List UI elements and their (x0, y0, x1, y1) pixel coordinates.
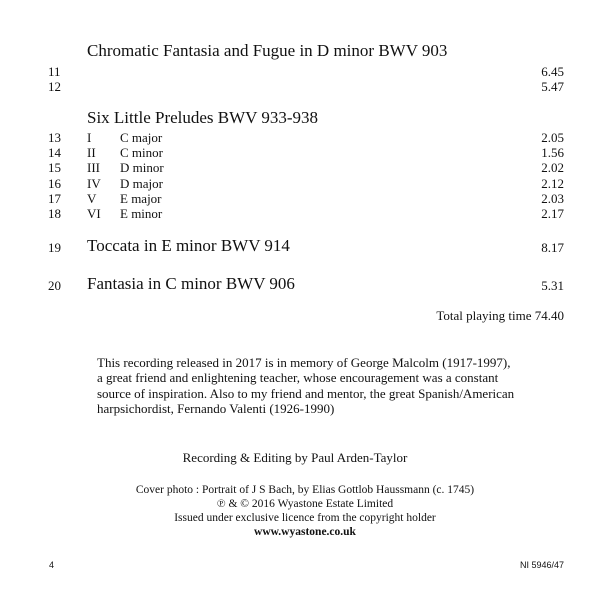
dedication-line: This recording released in 2017 is in memory of George Malcolm (1917-1997), (97, 355, 511, 370)
movement-key: C major (120, 130, 163, 145)
track-number: 20 (48, 278, 61, 293)
movement-numeral: VI (87, 206, 101, 221)
dedication-line: source of inspiration. Also to my friend and mentor, the great Spanish/American (97, 385, 515, 401)
track-duration: 2.05 (541, 130, 564, 145)
movement-key: E major (120, 191, 162, 206)
track-duration: 2.03 (541, 191, 564, 206)
track-number: 17 (48, 191, 61, 206)
dedication-line: a great friend and enlightening teacher, whose encouragement was a constant (97, 370, 499, 386)
movement-numeral: III (87, 160, 100, 175)
track-number: 13 (48, 130, 61, 145)
movement-key: D minor (120, 160, 164, 175)
movement-numeral: V (87, 191, 97, 206)
track-duration: 5.47 (541, 79, 564, 94)
work-title-chromatic-fantasia: Chromatic Fantasia and Fugue in D minor BWV 903 (87, 41, 448, 60)
work-title-fantasia: Fantasia in C minor BWV 906 (87, 274, 295, 293)
track-duration: 2.17 (541, 206, 564, 221)
licence-notice: Issued under exclusive licence from the copyright holder (174, 512, 436, 524)
copyright-notice: ℗ & © 2016 Wyastone Estate Limited (216, 498, 394, 510)
movement-numeral: I (87, 130, 92, 145)
movement-numeral: IV (87, 176, 101, 191)
recording-credit: Recording & Editing by Paul Arden-Taylor (182, 450, 408, 465)
page-number: 4 (49, 560, 55, 570)
track-duration: 2.02 (541, 160, 564, 175)
movement-numeral: II (87, 145, 96, 160)
track-duration: 6.45 (541, 64, 564, 79)
track-number: 11 (48, 64, 61, 79)
website-link: www.wyastone.co.uk (254, 526, 356, 538)
work-title-toccata: Toccata in E minor BWV 914 (87, 236, 290, 255)
cover-photo-credit: Cover photo : Portrait of J S Bach, by Elias Gottlob Haussmann (c. 1745) (135, 484, 475, 496)
track-number: 18 (48, 206, 61, 221)
movement-key: D major (120, 176, 163, 191)
track-duration: 2.12 (541, 176, 564, 191)
track-number: 15 (48, 160, 61, 175)
dedication-text (97, 355, 567, 416)
track-number: 16 (48, 176, 61, 191)
track-number: 19 (48, 240, 61, 255)
track-number: 12 (48, 79, 61, 94)
catalogue-number: NI 5946/47 (519, 560, 564, 570)
track-number: 14 (48, 145, 61, 160)
track-duration: 1.56 (541, 145, 564, 160)
movement-key: E minor (120, 206, 163, 221)
dedication-line: harpsichordist, Fernando Valenti (1926-1990) (97, 400, 335, 416)
track-duration: 8.17 (541, 240, 564, 255)
movement-key: C minor (120, 145, 163, 160)
total-playing-time: Total playing time 74.40 (436, 308, 564, 323)
track-duration: 5.31 (541, 278, 564, 293)
work-title-six-little-preludes: Six Little Preludes BWV 933-938 (87, 108, 319, 127)
